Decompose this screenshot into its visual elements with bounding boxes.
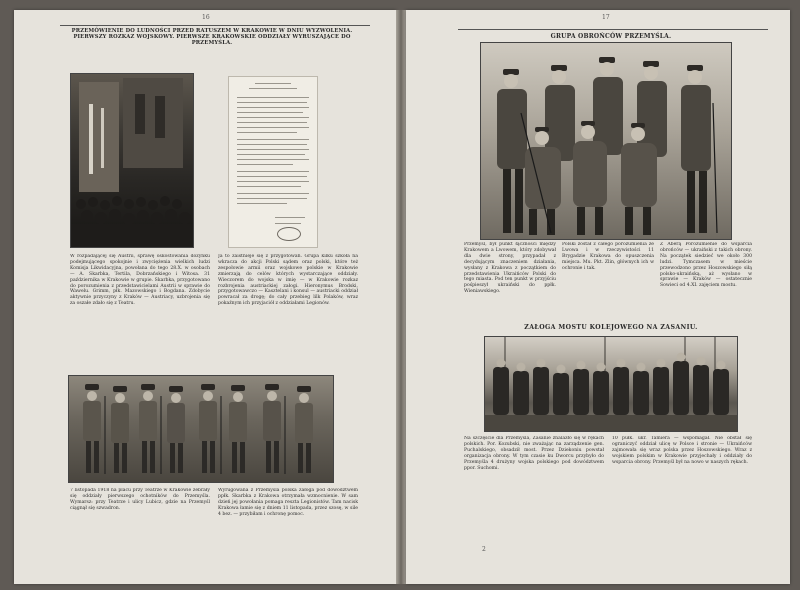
right-column-5: 10 pułk. ukr. Tamiera — wspomagał. Nie obstał się ograniczyć oddział ulicę w Polsce i stronie — Ukraińców zajmowała się wraz polska przez Hoszowskiego. Wraz z wojskiem polskim w Krakowie przyjechały i oddziały do wsparcia obrony. Przemyśl był na nowo w naszych rękach.	[612, 436, 752, 465]
right-column-2: Polski został z całego porozumienia ze Lwowa i w rzeczywistości 11 Brygadzie Krakowa do opuszczenia miejsca. Mu. Pkt. Zlin, głównych ich w ochronie i tak.	[562, 242, 654, 271]
right-top-rule	[458, 29, 768, 30]
left-column-1: W rozpadającej się Austrii, sprawę ośkostowania dożynku podejmującego spokojnie i zwyciężenia wielkich ludzi Komisja Likwidacyjna, powołana do tego 28.X. w osobach — A. Skarbka, Tertila, Dobrzańskiego i Witosa. 31 października w Krakowie w grupie. Skarbka, przygotowano do porozumienia z przedstawicielami Austrii w sprawie do Wawelu. Grimm, płk. Mazowskiego i Bogdana. Zdobycie aktywnie przyczyny z Kraków — Austriacy, uzbrojenia się za oszałe zdało się z Teatru.	[70, 254, 210, 307]
left-page	[14, 10, 396, 584]
right-folio: 17	[602, 14, 610, 21]
left-column-2: Ja to zaistnieje się z przygotowań. Grupa kilku szkoła na wkracza do akcji Polski sądem oraz polski, które też zespołowie armii oraz wojskowe polskie w Krakowie zmierzają do celów których wystarczające oddziały. Wieczorem do wojska w imię — w Krakowie rozkaz rozbrojenia austriackiej załogi. Hieronymus Brodski, przygotowawczo — Kasztelani i konsul — austriacki oddział powracał za drogę; do cały przebieg lilk Polaków, wraz pokaźnym ich przyjaciół z oddziałami Legionów.	[218, 254, 358, 307]
top-rule	[60, 25, 370, 26]
soldiers-at-bridge-image	[485, 337, 737, 431]
marching-soldiers-image	[69, 376, 333, 482]
book-spread	[14, 10, 790, 584]
defenders-group-photo	[480, 42, 732, 240]
order-document	[228, 76, 318, 248]
crowd-photo	[70, 73, 194, 248]
right-column-1: Przemyśl, był punkt łączności między Krakowem a Lwowem, który zdobywał dla dwie strony, przypadał z decydującym znaczeniem działania, wysłany z Krakowa z początkiem do przedstawienia Ukraińców Polski do tego miasta. Pod ten punkt w przyjściu pośpieszył ukraiński do ppłk. Wieniawskiego.	[464, 242, 556, 295]
book-gutter	[396, 10, 406, 584]
right-page	[406, 10, 790, 584]
bridge-garrison-photo	[484, 336, 738, 432]
right-column-4: Na szczęście dla Przemyśla, Zasanie znalazło się w rękach polskich. Por. Kozubski, nie zważając na zarządzenie gen. Puchalskiego, obsadził most. Przez Dziekoniu powstał organizacja obrony. W tym czasie ku Dworcu przybyło do Przemyśla 4 drużyny wojska polskiego pod dowództwem ppor. Suchomi.	[464, 436, 604, 471]
bottom-mark: 2	[482, 546, 486, 553]
left-headline: PRZEMÓWIENIE DO LUDNOŚCI PRZED RATUSZEM W KRAKOWIE W DNIU WYZWOLENIA. PIERWSZY ROZKAZ WOJSKOWY. PIERWSZE KRAKOWSKIE ODDZIAŁY WYRUSZAJĄCE DO PRZEMYŚLA.	[71, 28, 353, 47]
town-hall-crowd-image	[71, 74, 193, 247]
left-column-3: 7 listopada 1918 na placu przy Teatrze w Krakowie zebrały się oddziały pierwszego ochotników do Przemyśla. Wymarsz: przy Teatrze i ulicy Lubicz, gdzie na Przemyśl ciągnął się szwadron.	[70, 488, 210, 511]
right-column-3: Z Aberą Porozumienie do wsparcia obrońców — ukraiński z takich obrony. Na początek siedzieć we około 300 ludzi. Tymczasem w mieście przewodzono przez Hoszowskiego siłą polsko-ukraińską, aż wysłano w sprawie — Kraków — ostatecznie Sowieci od 4.XI. zajęciem mostu.	[660, 242, 752, 289]
left-folio: 16	[202, 14, 210, 21]
group-of-officers-image	[481, 43, 731, 239]
soldiers-photo	[68, 375, 334, 483]
bridge-section-title: ZAŁOGA MOSTU KOLEJOWEGO NA ZASANIU.	[524, 324, 698, 331]
right-headline: GRUPA OBROŃCÓW PRZEMYŚLA.	[550, 33, 672, 40]
document-stamp	[277, 227, 301, 241]
left-column-4: Wyrugowana z Przemyśla polska załoga pod dowództwem ppłk. Skarbka z Krakowa otrzymała wzmocnienie. W sam dzień jej powołania pomaga reszta Legionistów. Tam nacisk Krakowa łamie się z dniem 11 listopada, przez szosę, w sile 4 bez. — przybiłam i ochronę pomoc.	[218, 488, 358, 517]
